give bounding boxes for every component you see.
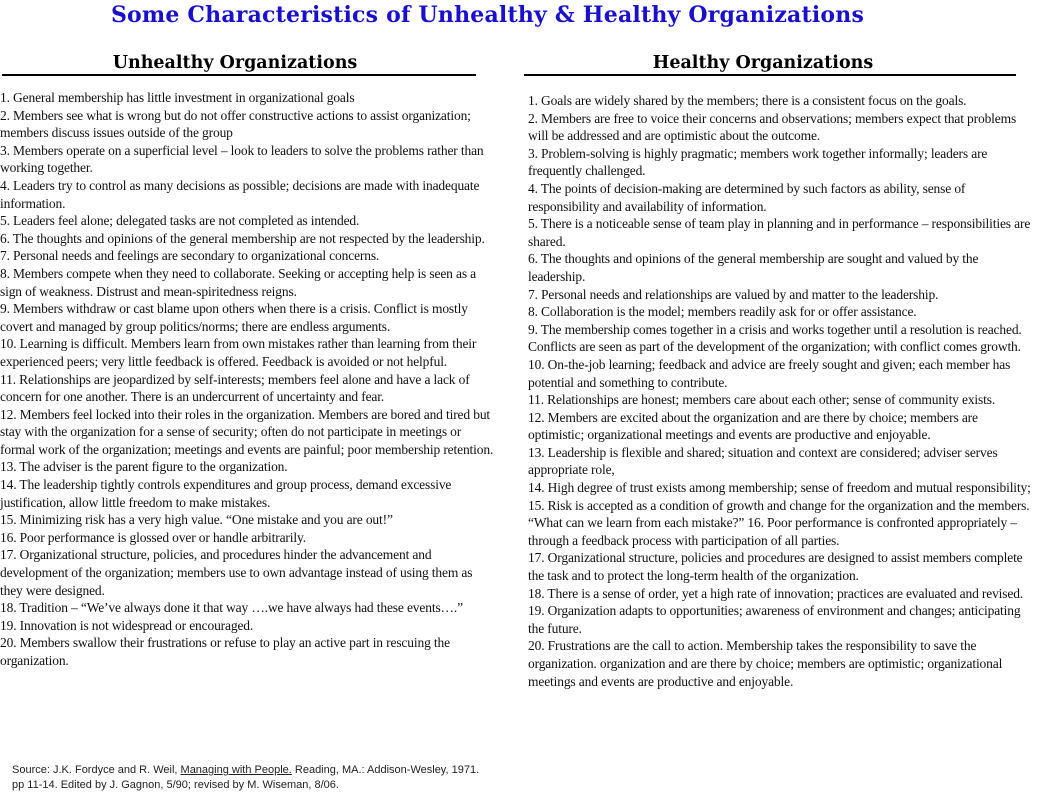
healthy-item-10: 10. On-the-job learning; feedback and advice are freely sought and given; each member has potential and something to contribute. xyxy=(528,356,1011,390)
unhealthy-item-17: 17. Organizational structure, policies, and procedures hinder the advancement and development of the organization; members use to own advantage instead of using them as they were designed. xyxy=(0,547,473,598)
unhealthy-item-4: 4. Leaders try to control as many decisions as possible; decisions are made with inadequate information. xyxy=(0,177,480,211)
unhealthy-item-13: 13. The adviser is the parent figure to the organization. xyxy=(0,459,288,475)
healthy-item-13: 13. Leadership is flexible and shared; situation and context are considered; adviser serves appropriate role, xyxy=(528,444,998,478)
source-book-title: Managing with People. xyxy=(180,764,292,776)
unhealthy-item-10: 10. Learning is difficult. Members learn from own mistakes rather than learning from their experienced peers; very little feedback is offered. Feedback is avoided or not helpful. xyxy=(0,336,477,369)
unhealthy-item-12: 12. Members feel locked into their roles in the organization. Members are bored and tired but stay with the organization for a sense of security; often do not participate in meetings or formal work of the organization; meetings and events are painful; poor membership retention. xyxy=(0,406,494,457)
unhealthy-item-7: 7. Personal needs and feelings are secondary to organizational concerns. xyxy=(0,248,380,264)
healthy-item-12: 12. Members are excited about the organization and are there by choice; members are optimistic; organizational meetings and events are productive and enjoyable. xyxy=(528,409,978,443)
unhealthy-item-3: 3. Members operate on a superficial level – look to leaders to solve the problems rather than working together. xyxy=(0,142,484,176)
unhealthy-item-2: 2. Members see what is wrong but do not offer constructive actions to assist organization; members discuss issues outside of the group xyxy=(0,107,471,141)
healthy-item-7: 7. Personal needs and relationships are valued by and matter to the leadership. xyxy=(528,286,939,302)
unhealthy-item-8: 8. Members compete when they need to collaborate. Seeking or accepting help is seen as a sign of weakness. Distrust and mean-spiritedness reigns. xyxy=(0,265,477,299)
healthy-heading-rule xyxy=(524,74,1016,76)
healthy-item-20: 20. Frustrations are the call to action. Membership takes the responsibility to save the organization. organization and are there by choice; members are optimistic; organizational meetings and events are productive and enjoyable. xyxy=(528,638,1003,689)
unhealthy-item-6: 6. The thoughts and opinions of the general membership are not respected by the leadership. xyxy=(0,230,485,246)
healthy-item-3: 3. Problem-solving is highly pragmatic; members work together informally; leaders are frequently challenged. xyxy=(528,145,988,179)
healthy-item-17: 17. Organizational structure, policies and procedures are designed to assist members complete the task and to protect the long-term health of the organization. xyxy=(528,550,1023,584)
healthy-item-19: 19. Organization adapts to opportunities; awareness of environment and changes; anticipating the future. xyxy=(528,603,1021,636)
unhealthy-list xyxy=(0,89,496,670)
unhealthy-item-15: 15. Minimizing risk has a very high value. “One mistake and you are out!” xyxy=(0,512,393,528)
healthy-item-15: 15. Risk is accepted as a condition of growth and change for the organization and the members. “What can we learn from each mistake?” 16. Poor performance is confronted appropriately – through a feedback process with participation of all parties. xyxy=(528,497,1030,548)
healthy-item-2: 2. Members are free to voice their concerns and observations; members expect that problems will be addressed and are optimistic about the outcome. xyxy=(528,110,1017,144)
unhealthy-item-18: 18. Tradition – “We’ve always done it that way ….we have always had these events….” xyxy=(0,600,463,616)
healthy-item-6: 6. The thoughts and opinions of the general membership are sought and valued by the leadership. xyxy=(528,251,979,284)
source-citation xyxy=(12,763,482,793)
unhealthy-item-9: 9. Members withdraw or cast blame upon others when there is a crisis. Conflict is mostly covert and managed by group politics/norms; there are endless arguments. xyxy=(0,301,468,334)
healthy-item-11: 11. Relationships are honest; members care about each other; sense of community exists. xyxy=(528,392,996,408)
healthy-list xyxy=(528,92,1036,690)
healthy-item-4: 4. The points of decision-making are determined by such factors as ability, sense of responsibility and availability of information. xyxy=(528,180,966,214)
healthy-item-9: 9. The membership comes together in a crisis and works together until a resolution is reached. Conflicts are seen as part of the development of the organization; with conflict comes growth. xyxy=(528,321,1022,355)
unhealthy-item-11: 11. Relationships are jeopardized by self-interests; members feel alone and have a lack of concern for one another. There is an undercurrent of uncertainty and fear. xyxy=(0,371,470,405)
healthy-item-18: 18. There is a sense of order, yet a high rate of innovation; practices are evaluated and revised. xyxy=(528,585,1024,601)
unhealthy-item-16: 16. Poor performance is glossed over or handle arbitrarily. xyxy=(0,529,306,545)
healthy-item-1: 1. Goals are widely shared by the members; there is a consistent focus on the goals. xyxy=(528,93,967,108)
unhealthy-item-1: 1. General membership has little investment in organizational goals xyxy=(0,90,355,105)
page-title: Some Characteristics of Unhealthy & Healthy Organizations xyxy=(110,2,865,28)
unhealthy-item-20: 20. Members swallow their frustrations or refuse to play an active part in rescuing the organization. xyxy=(0,635,450,668)
healthy-item-14: 14. High degree of trust exists among membership; sense of freedom and mutual responsibility; xyxy=(528,480,1031,496)
unhealthy-heading-rule xyxy=(2,74,476,76)
unhealthy-item-19: 19. Innovation is not widespread or encouraged. xyxy=(0,617,254,633)
unhealthy-item-5: 5. Leaders feel alone; delegated tasks are not completed as intended. xyxy=(0,213,360,229)
source-prefix: Source: J.K. Fordyce and R. Weil, xyxy=(12,764,181,776)
healthy-item-5: 5. There is a noticeable sense of team play in planning and in performance – responsibilities are shared. xyxy=(528,216,1031,249)
healthy-item-8: 8. Collaboration is the model; members readily ask for or offer assistance. xyxy=(528,304,917,320)
unhealthy-item-14: 14. The leadership tightly controls expenditures and group process, demand excessive justification, allow little freedom to make mistakes. xyxy=(0,477,452,510)
healthy-heading: Healthy Organizations xyxy=(652,53,874,73)
source-suffix: Reading, MA.: Addison-Wesley, 1971. pp 11-14. Edited by J. Gagnon, 5/90; revised by M. Wiseman, 8/06. xyxy=(12,764,480,791)
unhealthy-heading: Unhealthy Organizations xyxy=(112,53,358,73)
